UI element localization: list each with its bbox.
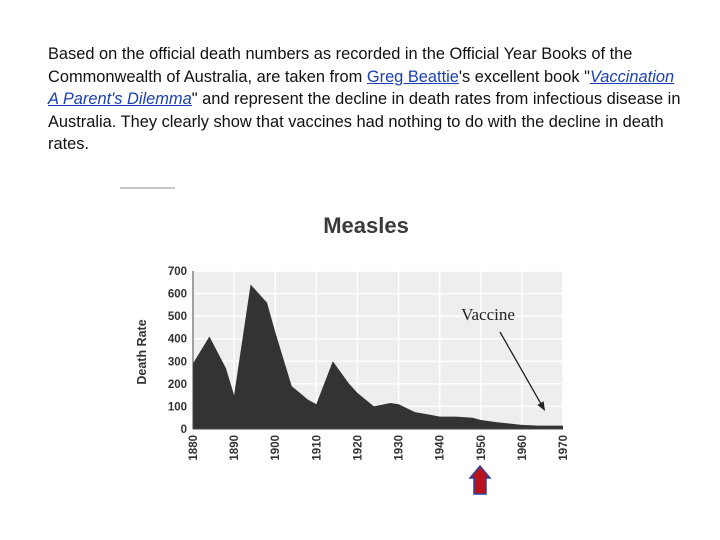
- x-tick-labels: [188, 435, 570, 461]
- y-tick-label: 200: [167, 378, 187, 391]
- y-tick-label: 0: [180, 424, 187, 436]
- vaccine-annotation-label: Vaccine: [461, 305, 515, 324]
- intro-text-after: " and represent the decline in death rates from infectious disease in Australia. They clearly show that vaccines had nothing to do with the decline in death rates.: [48, 90, 681, 153]
- book-title: Vaccination A Parent's Dilemma: [48, 67, 675, 108]
- y-tick-label: 600: [167, 288, 187, 301]
- x-tick-label: 1940: [434, 435, 447, 461]
- y-tick-label: 400: [167, 333, 187, 346]
- y-tick-label: 100: [167, 401, 187, 414]
- red-up-arrow-icon: [470, 466, 490, 494]
- x-tick-label: 1920: [352, 435, 365, 461]
- y-tick-label: 500: [167, 311, 187, 324]
- intro-text-before: Based on the official death numbers as recorded in the Official Year Books of the Commonwealth of Australia, are taken from: [48, 45, 633, 86]
- x-tick-label: 1910: [311, 435, 324, 461]
- x-tick-label: 1880: [188, 435, 200, 461]
- y-tick-label: 300: [167, 356, 187, 369]
- y-axis-label: Death Rate: [135, 319, 149, 385]
- chart-title: Measles: [323, 213, 409, 238]
- author-link[interactable]: Greg Beattie: [366, 67, 459, 86]
- x-tick-label: 1950: [475, 435, 488, 461]
- x-tick-label: 1900: [270, 435, 283, 461]
- x-tick-label: 1930: [393, 435, 406, 461]
- intro-text-middle: 's excellent book ": [458, 67, 590, 86]
- y-tick-label: 700: [167, 266, 187, 278]
- x-tick-label: 1970: [558, 435, 570, 461]
- x-tick-label: 1890: [229, 435, 242, 461]
- y-tick-labels: [168, 266, 187, 436]
- x-tick-label: 1960: [516, 435, 529, 461]
